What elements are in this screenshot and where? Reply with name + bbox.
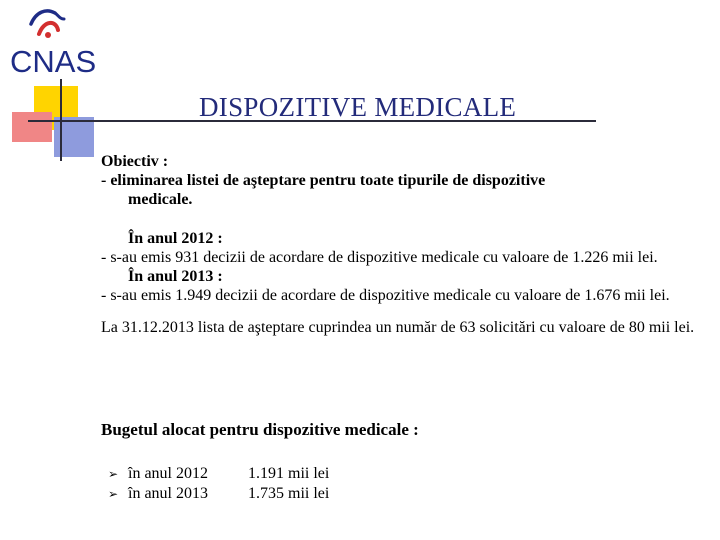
arrow-bullet-icon: ➢ xyxy=(108,467,119,481)
budget-title: Bugetul alocat pentru dispozitive medicale : xyxy=(101,420,419,439)
budget-list xyxy=(108,464,329,504)
year-2013-text: - s-au emis 1.949 decizii de acordare de dispozitive medicale cu valoare de 1.676 mii lei. xyxy=(101,287,670,304)
year-2013-heading: În anul 2013 : xyxy=(128,268,223,285)
list-item xyxy=(108,464,329,484)
budget-value: 1.735 mii lei xyxy=(248,485,330,502)
budget-year: în anul 2013 xyxy=(128,485,208,502)
cnas-emblem-icon xyxy=(24,4,74,48)
decor-red-square xyxy=(12,112,52,142)
objective-line-1: - eliminarea listei de aşteptare pentru toate tipurile de dispozitive xyxy=(101,172,546,189)
budget-value: 1.191 mii lei xyxy=(248,465,330,482)
year-2012-heading: În anul 2012 : xyxy=(128,230,223,247)
year-2012-text: - s-au emis 931 decizii de acordare de dispozitive medicale cu valoare de 1.226 mii lei. xyxy=(101,249,658,266)
cnas-logo xyxy=(4,4,104,79)
list-item xyxy=(108,484,329,504)
arrow-bullet-icon: ➢ xyxy=(108,487,119,501)
logo-text: CNAS xyxy=(10,44,97,79)
budget-year: în anul 2012 xyxy=(128,465,208,482)
slide-title: DISPOZITIVE MEDICALE xyxy=(199,92,517,122)
objective-label: Obiectiv : xyxy=(101,153,169,170)
objective-line-2: medicale. xyxy=(128,191,193,208)
waiting-list-text: La 31.12.2013 lista de aşteptare cuprindea un număr de 63 solicitări cu valoare de 80 mii lei. xyxy=(101,319,695,336)
slide-content xyxy=(101,152,696,337)
